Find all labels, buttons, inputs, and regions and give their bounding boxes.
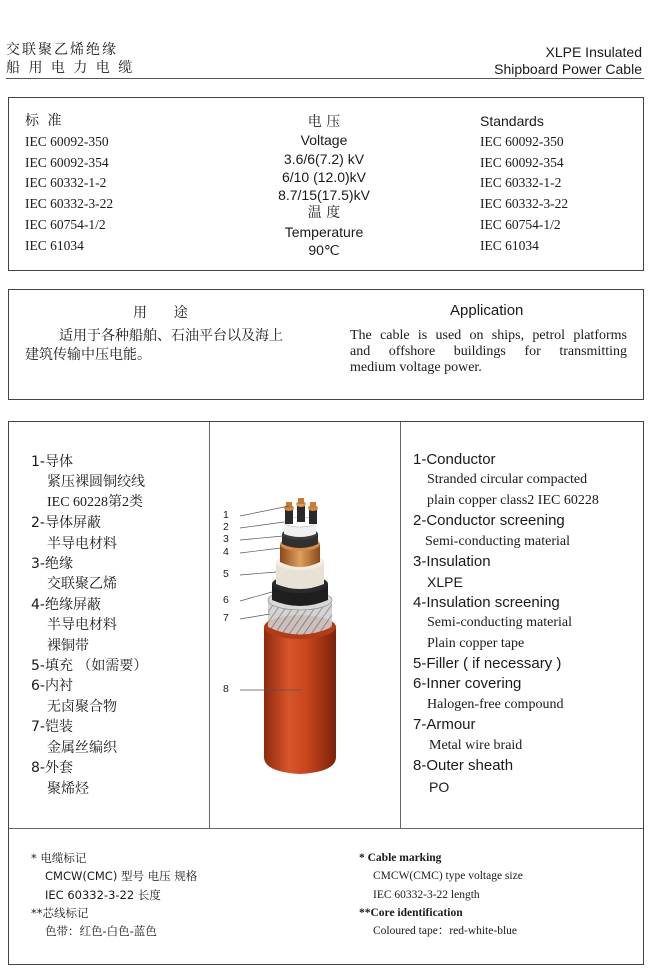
callout-1: 1 — [223, 509, 229, 521]
voltage-temperature-column — [224, 113, 424, 259]
application-text-en-line1: The cable is used on ships, petrol platforms — [350, 328, 627, 343]
application-title-cn: 用 途 — [133, 305, 188, 321]
components-list-en — [413, 450, 599, 797]
cable-illustration — [210, 422, 400, 828]
standards-box — [8, 97, 644, 271]
component-detail: 交联聚乙烯 — [47, 576, 117, 593]
component-detail: 金属丝编织 — [47, 739, 117, 756]
conductors — [284, 498, 318, 524]
component-detail: PO — [429, 778, 450, 795]
header-subtitle-cn: 船 用 电 力 电 缆 — [6, 60, 135, 76]
notes-cn — [31, 849, 197, 940]
voltage-value: 6/10 (12.0)kV — [281, 168, 367, 185]
cable-marking-line2-en: IEC 60332-3-22 length — [373, 888, 480, 901]
application-text-cn-line1: 适用于各种船舶、石油平台以及海上 — [59, 328, 283, 344]
outer-sheath — [264, 615, 336, 774]
component-detail: IEC 60228第2类 — [47, 494, 144, 510]
component-title: 7-Armour — [413, 716, 476, 734]
voltage-title-en: Voltage — [300, 132, 348, 149]
standard-item: IEC 61034 — [25, 237, 84, 253]
core-identification-title-en: **Core identification — [359, 906, 463, 919]
component-detail: 紧压裸圆铜绞线 — [47, 474, 145, 491]
standard-item: IEC 60092-354 — [25, 154, 109, 170]
voltage-title-cn: 电 压 — [307, 114, 341, 130]
application-text-en-line2: and offshore buildings for transmitting — [350, 344, 627, 359]
component-detail: 无卤聚合物 — [47, 698, 117, 715]
component-detail: 裸铜带 — [47, 637, 89, 654]
header-subtitle-en: Shipboard Power Cable — [494, 61, 642, 77]
header-divider — [6, 78, 644, 79]
notes-en — [359, 849, 523, 940]
component-detail: Metal wire braid — [429, 737, 523, 753]
application-text-en-line3: medium voltage power. — [350, 360, 482, 375]
component-title: 5-填充 （如需要） — [31, 658, 148, 675]
application-box — [8, 289, 644, 400]
standard-item: IEC 60092-350 — [25, 133, 109, 149]
standard-item: IEC 60092-350 — [480, 133, 564, 149]
notes-divider — [9, 828, 643, 829]
components-list-cn — [31, 452, 147, 799]
component-detail: plain copper class2 IEC 60228 — [427, 492, 599, 508]
standards-title-en: Standards — [480, 113, 544, 129]
standard-item: IEC 60332-1-2 — [480, 175, 562, 191]
header-title-en: XLPE Insulated — [545, 44, 642, 60]
callout-4: 4 — [223, 546, 229, 558]
component-title: 8-外套 — [31, 760, 73, 777]
component-title: 4-绝缘屏蔽 — [31, 596, 101, 613]
component-title: 7-铠装 — [31, 719, 73, 736]
standards-en-column — [480, 111, 568, 257]
temperature-value: 90℃ — [308, 242, 340, 259]
column-divider-right — [400, 422, 401, 828]
cable-marking-line1-cn: CMCW(CMC) 型号 电压 规格 — [45, 869, 198, 884]
component-detail: Plain copper tape — [427, 635, 525, 651]
core-identification-line-cn: 色带：红色-白色-蓝色 — [45, 924, 157, 939]
application-text-en — [350, 328, 627, 376]
component-detail: 半导电材料 — [47, 535, 117, 552]
callout-8: 8 — [223, 683, 229, 695]
standard-item: IEC 60754-1/2 — [480, 216, 561, 232]
component-title: 3-绝缘 — [31, 556, 73, 573]
component-title: 2-Conductor screening — [413, 512, 565, 530]
component-title: 1-导体 — [31, 454, 73, 470]
cable-marking-line1-en: CMCW(CMC) type voltage size — [373, 870, 523, 883]
component-detail: Semi-conducting material — [427, 615, 573, 631]
component-title: 2-导体屏蔽 — [31, 515, 101, 532]
standards-title-cn: 标 准 — [25, 113, 64, 129]
cable-marking-title-en: * Cable marking — [359, 852, 442, 864]
voltage-value: 8.7/15(17.5)kV — [278, 187, 370, 204]
standards-cn-column — [25, 111, 113, 257]
application-title-en: Application — [450, 302, 524, 319]
standard-item: IEC 60092-354 — [480, 154, 564, 170]
standard-item: IEC 60754-1/2 — [25, 216, 106, 232]
component-title: 6-内衬 — [31, 678, 73, 695]
standard-item: IEC 60332-1-2 — [25, 175, 107, 191]
temperature-title-en: Temperature — [284, 223, 364, 240]
callout-6: 6 — [223, 594, 229, 606]
component-detail: Semi-conducting material — [425, 533, 571, 549]
temperature-title-cn: 温 度 — [307, 205, 341, 222]
core-identification-line-en: Coloured tape：red-white-blue — [373, 925, 518, 938]
component-detail: Halogen-free compound — [427, 696, 564, 712]
component-title: 5-Filler ( if necessary ) — [413, 655, 562, 673]
cable-marking-line2-cn: IEC 60332-3-22 长度 — [45, 887, 161, 902]
callout-7: 7 — [223, 612, 229, 624]
voltage-value: 3.6/6(7.2) kV — [283, 150, 365, 167]
callout-5: 5 — [223, 568, 229, 580]
cable-marking-title-cn: * 电缆标记 — [31, 851, 87, 865]
component-title: 6-Inner covering — [413, 675, 522, 693]
construction-box — [8, 421, 644, 965]
component-detail: XLPE — [427, 574, 463, 591]
component-title: 4-Insulation screening — [413, 593, 560, 611]
component-title: 3-Insulation — [413, 553, 491, 571]
component-detail: 聚烯烃 — [47, 780, 89, 797]
standard-item: IEC 60332-3-22 — [25, 196, 114, 212]
standard-item: IEC 60332-3-22 — [480, 196, 569, 212]
component-detail: Stranded circular compacted — [427, 472, 588, 488]
header-title-cn: 交联聚乙烯绝缘 — [6, 42, 118, 58]
component-detail: 半导电材料 — [47, 617, 117, 634]
component-title: 8-Outer sheath — [413, 757, 514, 775]
component-title: 1-Conductor — [413, 451, 496, 468]
callout-3: 3 — [223, 533, 229, 545]
callout-2: 2 — [223, 521, 229, 533]
core-identification-title-cn: **芯线标记 — [31, 905, 89, 920]
standard-item: IEC 61034 — [480, 237, 539, 253]
application-text-cn-line2: 建筑传输中压电能。 — [25, 347, 151, 363]
